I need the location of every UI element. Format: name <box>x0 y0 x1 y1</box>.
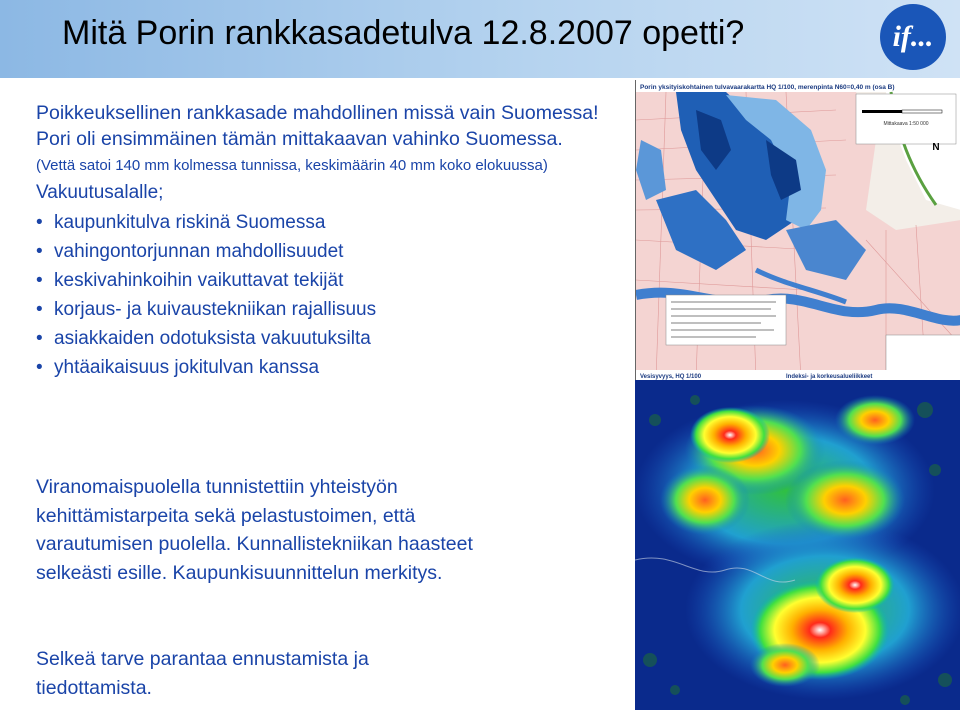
bullet-icon: • <box>36 241 43 262</box>
flood-map-graphic <box>636 80 960 380</box>
bullet-icon: • <box>36 299 43 320</box>
rain-radar-image <box>635 380 960 710</box>
map-footer-left: Vesisyvyys, HQ 1/100 <box>640 374 702 380</box>
logo-text: if... <box>892 20 934 53</box>
bullet-text: yhtäaikaisuus jokitulvan kanssa <box>54 357 320 378</box>
map-scale: Mittakaava 1:50 000 <box>883 121 929 127</box>
map-title: Porin yksityiskohtainen tulvavaarakartta HQ 1/100, merenpinta N60=0,40 m (osa B) <box>640 84 895 91</box>
north-arrow: N <box>932 142 940 153</box>
map-footer-right: Indeksi- ja korkeusalueliikkeet <box>786 374 873 380</box>
insurance-bullets <box>36 208 636 382</box>
rainfall-note: (Vettä satoi 140 mm kolmessa tunnissa, keskimäärin 40 mm koko elokuussa) <box>36 157 548 174</box>
if-logo-icon <box>880 4 946 70</box>
list-item <box>36 208 636 237</box>
rain-radar-graphic <box>635 380 960 710</box>
slide-header <box>0 0 960 78</box>
bullet-icon: • <box>36 270 43 291</box>
authorities-paragraph: Viranomaispuolella tunnistettiin yhteistyön kehittämistarpeita sekä pelastustoimen, että varautumisen puolella. Kunnallistekniikan haasteet selkeästi esille. Kaupunkisuunnittelun merkitys. <box>36 476 473 584</box>
flood-map-image <box>635 80 960 380</box>
bullet-text: asiakkaiden odotuksista vakuutuksilta <box>54 328 371 349</box>
main-text <box>36 100 636 382</box>
list-item <box>36 324 636 353</box>
list-item <box>36 237 636 266</box>
list-item <box>36 353 636 382</box>
list-item <box>36 295 636 324</box>
bullet-icon: • <box>36 212 43 233</box>
bullet-text: kaupunkitulva riskinä Suomessa <box>54 212 326 233</box>
bullet-icon: • <box>36 357 43 378</box>
list-item <box>36 266 636 295</box>
slide-title: Mitä Porin rankkasadetulva 12.8.2007 opetti? <box>62 14 745 52</box>
insurance-heading: Vakuutusalalle; <box>36 182 164 203</box>
bullet-text: korjaus- ja kuivaustekniikan rajallisuus <box>54 299 377 320</box>
bullet-text: vahingontorjunnan mahdollisuudet <box>54 241 344 262</box>
if-logo <box>880 4 946 70</box>
forecast-paragraph: Selkeä tarve parantaa ennustamista ja tiedottamista. <box>36 648 369 699</box>
bullet-icon: • <box>36 328 43 349</box>
lead-paragraph: Poikkeuksellinen rankkasade mahdollinen missä vain Suomessa! Pori oli ensimmäinen tämän mittakaavan vahinko Suomessa. <box>36 102 599 150</box>
bullet-text: keskivahinkoihin vaikuttavat tekijät <box>54 270 344 291</box>
